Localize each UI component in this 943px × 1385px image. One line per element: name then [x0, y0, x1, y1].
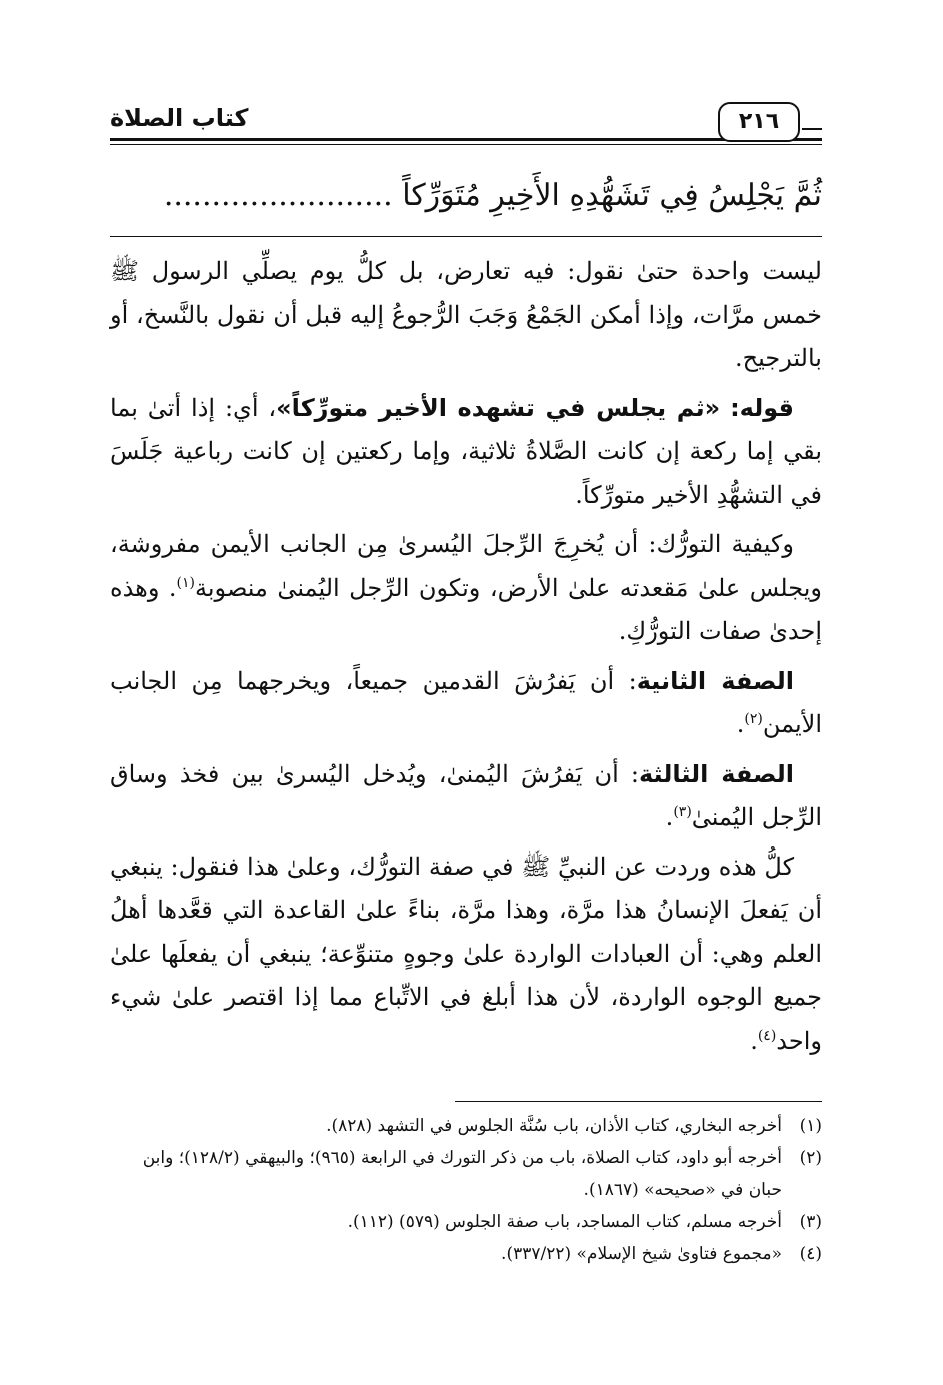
footnote-ref: (١) — [176, 574, 195, 591]
paragraph-lead: الصفة الثانية — [636, 666, 795, 695]
paragraph-text: : أن يَفرُشَ اليُمنىٰ، ويُدخل اليُسرىٰ بين فخذ وساق الرِّجل اليُمنىٰ — [110, 759, 822, 831]
footnote — [130, 1238, 822, 1270]
commentary-body — [110, 250, 822, 1069]
book-title: كتاب الصلاة — [110, 104, 249, 132]
paragraph-lead: قوله: — [730, 393, 794, 422]
footnote-number: (١) — [799, 1116, 822, 1136]
paragraph-end: . — [665, 803, 674, 831]
paragraph — [110, 846, 822, 1064]
footnote-text: أخرجه مسلم، كتاب المساجد، باب صفة الجلوس (٥٧٩) (١١٢). — [347, 1212, 782, 1232]
paragraph-text: : أن يَفرُشَ القدمين جميعاً، ويخرجهما مِن الجانب الأيمن — [110, 666, 822, 738]
paragraph — [110, 387, 822, 518]
paragraph-end: . — [750, 1026, 758, 1055]
matn-divider — [110, 236, 822, 237]
paragraph-end: . — [736, 710, 745, 738]
page-header — [110, 100, 822, 150]
footnote-text: أخرجه أبو داود، كتاب الصلاة، باب من ذكر التورك في الرابعة (٩٦٥)؛ والبيهقي (١٢٨/٢)؛ وابن حبان في «صحيحه» (١٨٦٧). — [142, 1148, 782, 1200]
paragraph-text: ليست واحدة حتىٰ نقول: فيه تعارض، بل كلُّ يوم يصلِّي الرسول ﷺ خمس مرَّات، وإذا أمكن الجَمْعُ وَجَبَ الرُّجوعُ إليه قبل أن نقول بالنَّسخ، أو بالترجيح. — [110, 257, 822, 372]
footnote-number: (٢) — [799, 1148, 822, 1168]
paragraph — [110, 523, 822, 654]
header-rule-thick — [110, 138, 822, 141]
footnote-number: (٤) — [799, 1244, 822, 1264]
footnote-text: أخرجه البخاري، كتاب الأذان، باب سُنَّة الجلوس في التشهد (٨٢٨). — [326, 1116, 782, 1136]
footnote-ref: (٢) — [744, 711, 763, 727]
footnote — [130, 1206, 822, 1238]
footnote-ref: (٣) — [673, 804, 692, 820]
paragraph-lead: الصفة الثالثة — [638, 759, 794, 788]
header-rule-thin — [110, 144, 822, 145]
header-rule-right — [802, 128, 822, 130]
footnote-number: (٣) — [799, 1212, 822, 1232]
paragraph-text: . وهذه إحدىٰ صفات التورُّكِ. — [110, 573, 822, 645]
matn-line: ثُمَّ يَجْلِسُ فِي تَشَهُّدِهِ الأَخِيرِ مُتَوَرِّكاً ........................ — [163, 178, 822, 213]
footnote — [130, 1110, 822, 1142]
page-number: ٢١٦ — [718, 102, 800, 142]
quoted-matn: «ثم يجلس في تشهده الأخير متورِّكاً» — [276, 393, 721, 422]
paragraph-text: وكيفية التورُّك: أن يُخرِجَ الرِّجلَ اليُسرىٰ مِن الجانب الأيمن مفروشة، ويجلس علىٰ مَقعدته علىٰ الأرض، وتكون الرِّجل اليُمنىٰ منصوبة — [110, 530, 823, 602]
paragraph-text: كلُّ هذه وردت عن النبيِّ ﷺ في صفة التورُّك، وعلىٰ هذا فنقول: ينبغي أن يَفعلَ الإنسانُ هذا مرَّة، وهذا مرَّة، بناءً علىٰ القاعدة التي قعَّدها أهلُ العلم وهي: أن العبادات الواردة علىٰ وجوهٍ متنوِّعة؛ ينبغي أن يفعلَها علىٰ جميع الوجوه الواردة، لأن هذا أبلغ في الاتِّباع مما إذا اقتصر علىٰ شيء واحد — [110, 852, 822, 1055]
footnote-text: «مجموع فتاوىٰ شيخ الإسلام» (٣٣٧/٢٢). — [501, 1244, 782, 1264]
paragraph — [110, 753, 822, 840]
footnote-divider — [455, 1101, 822, 1102]
footnote — [130, 1142, 822, 1206]
footnote-ref: (٤) — [757, 1027, 777, 1044]
paragraph-text: ، أي: إذا أتىٰ بما بقي إما ركعة إن كانت الصَّلاةُ ثلاثية، وإما ركعتين إن كانت رباعية جَلَسَ في التشهُّدِ الأخير متورِّكاً. — [110, 393, 822, 509]
footnotes — [130, 1110, 822, 1270]
paragraph — [110, 660, 822, 747]
paragraph — [110, 250, 822, 381]
